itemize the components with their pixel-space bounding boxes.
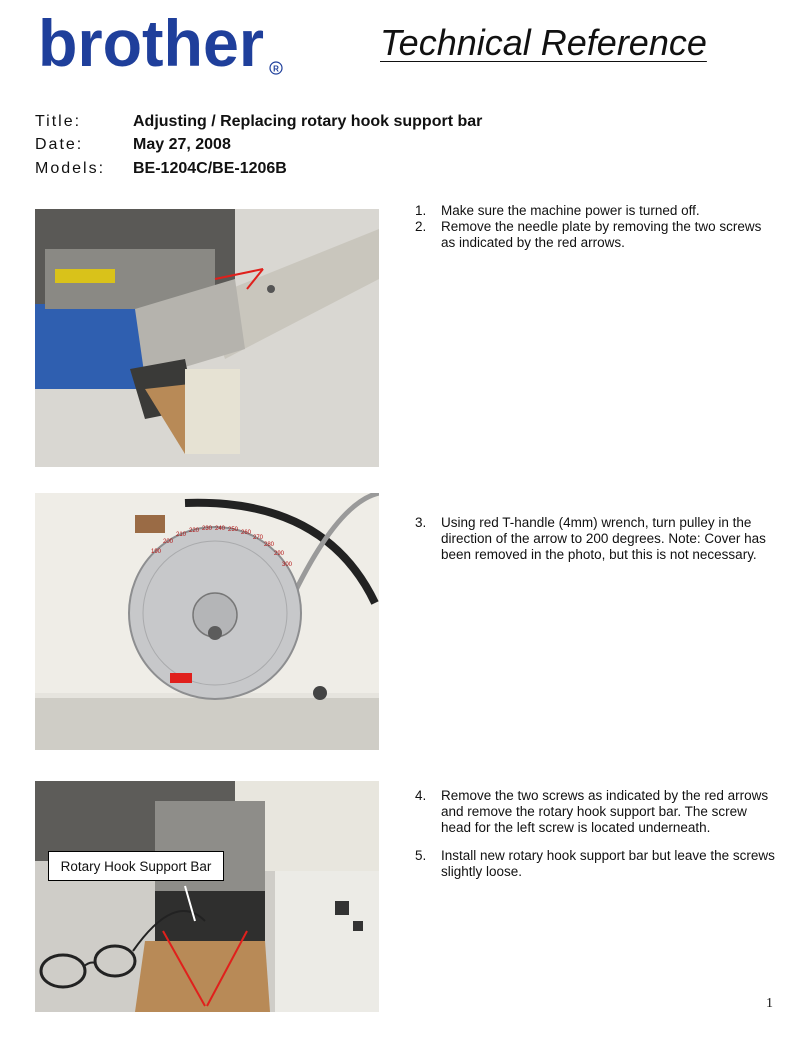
dial-tick-label: 270 <box>253 535 264 541</box>
dial-tick-label: 190 <box>151 549 162 555</box>
dial-tick-label: 240 <box>215 526 226 532</box>
step-text: Remove the needle plate by removing the two screws as indicated by the red arrows. <box>441 219 762 250</box>
step-item <box>415 848 775 880</box>
step-text: Using red T-handle (4mm) wrench, turn pulley in the direction of the arrow to 200 degrees. Note: Cover has been removed in the photo, but this is not necessary. <box>441 515 766 562</box>
step-number: 5. <box>415 848 427 863</box>
step-text: Remove the two screws as indicated by the red arrows and remove the rotary hook support bar. The screw head for the left screw is located underneath. <box>441 788 769 835</box>
dial-tick-label: 250 <box>228 527 239 533</box>
step-text: Install new rotary hook support bar but leave the screws slightly loose. <box>441 848 775 879</box>
photo-rotary-hook-support-bar <box>35 781 379 1012</box>
dial-tick-label: 260 <box>241 530 252 536</box>
photo-pulley-dial <box>35 493 379 750</box>
steps-group-3 <box>415 788 775 880</box>
photo-needle-plate <box>35 209 379 467</box>
dial-tick-label: 210 <box>176 532 187 538</box>
dial-tick-label: 230 <box>202 526 213 532</box>
step-text: Make sure the machine power is turned off. <box>441 203 700 218</box>
svg-text:R: R <box>273 64 279 74</box>
step-item <box>415 203 775 219</box>
step-item <box>415 219 775 251</box>
rotary-hook-support-bar-callout: Rotary Hook Support Bar <box>48 851 224 881</box>
step-number: 1. <box>415 203 427 218</box>
steps-group-1 <box>415 203 775 251</box>
dial-tick-label: 290 <box>274 551 285 557</box>
models-value: BE-1204C/BE-1206B <box>133 160 287 177</box>
step-number: 4. <box>415 788 427 803</box>
dial-tick-label: 280 <box>264 542 275 548</box>
steps-group-2 <box>415 515 775 563</box>
models-label: Models: <box>35 160 106 177</box>
title-value: Adjusting / Replacing rotary hook support bar <box>133 113 483 130</box>
step-number: 2. <box>415 219 427 234</box>
step-item <box>415 515 775 563</box>
date-label: Date: <box>35 136 84 153</box>
brother-logo <box>38 12 288 76</box>
page-number: 1 <box>766 996 773 1011</box>
title-label: Title: <box>35 113 82 130</box>
dial-tick-label: 300 <box>282 562 293 568</box>
document-type-heading: Technical Reference <box>380 22 707 63</box>
dial-tick-label: 200 <box>163 539 174 545</box>
step-item <box>415 788 775 836</box>
date-value: May 27, 2008 <box>133 136 231 153</box>
step-number: 3. <box>415 515 427 530</box>
brand-text: brother <box>38 12 264 76</box>
dial-tick-label: 220 <box>189 528 200 534</box>
